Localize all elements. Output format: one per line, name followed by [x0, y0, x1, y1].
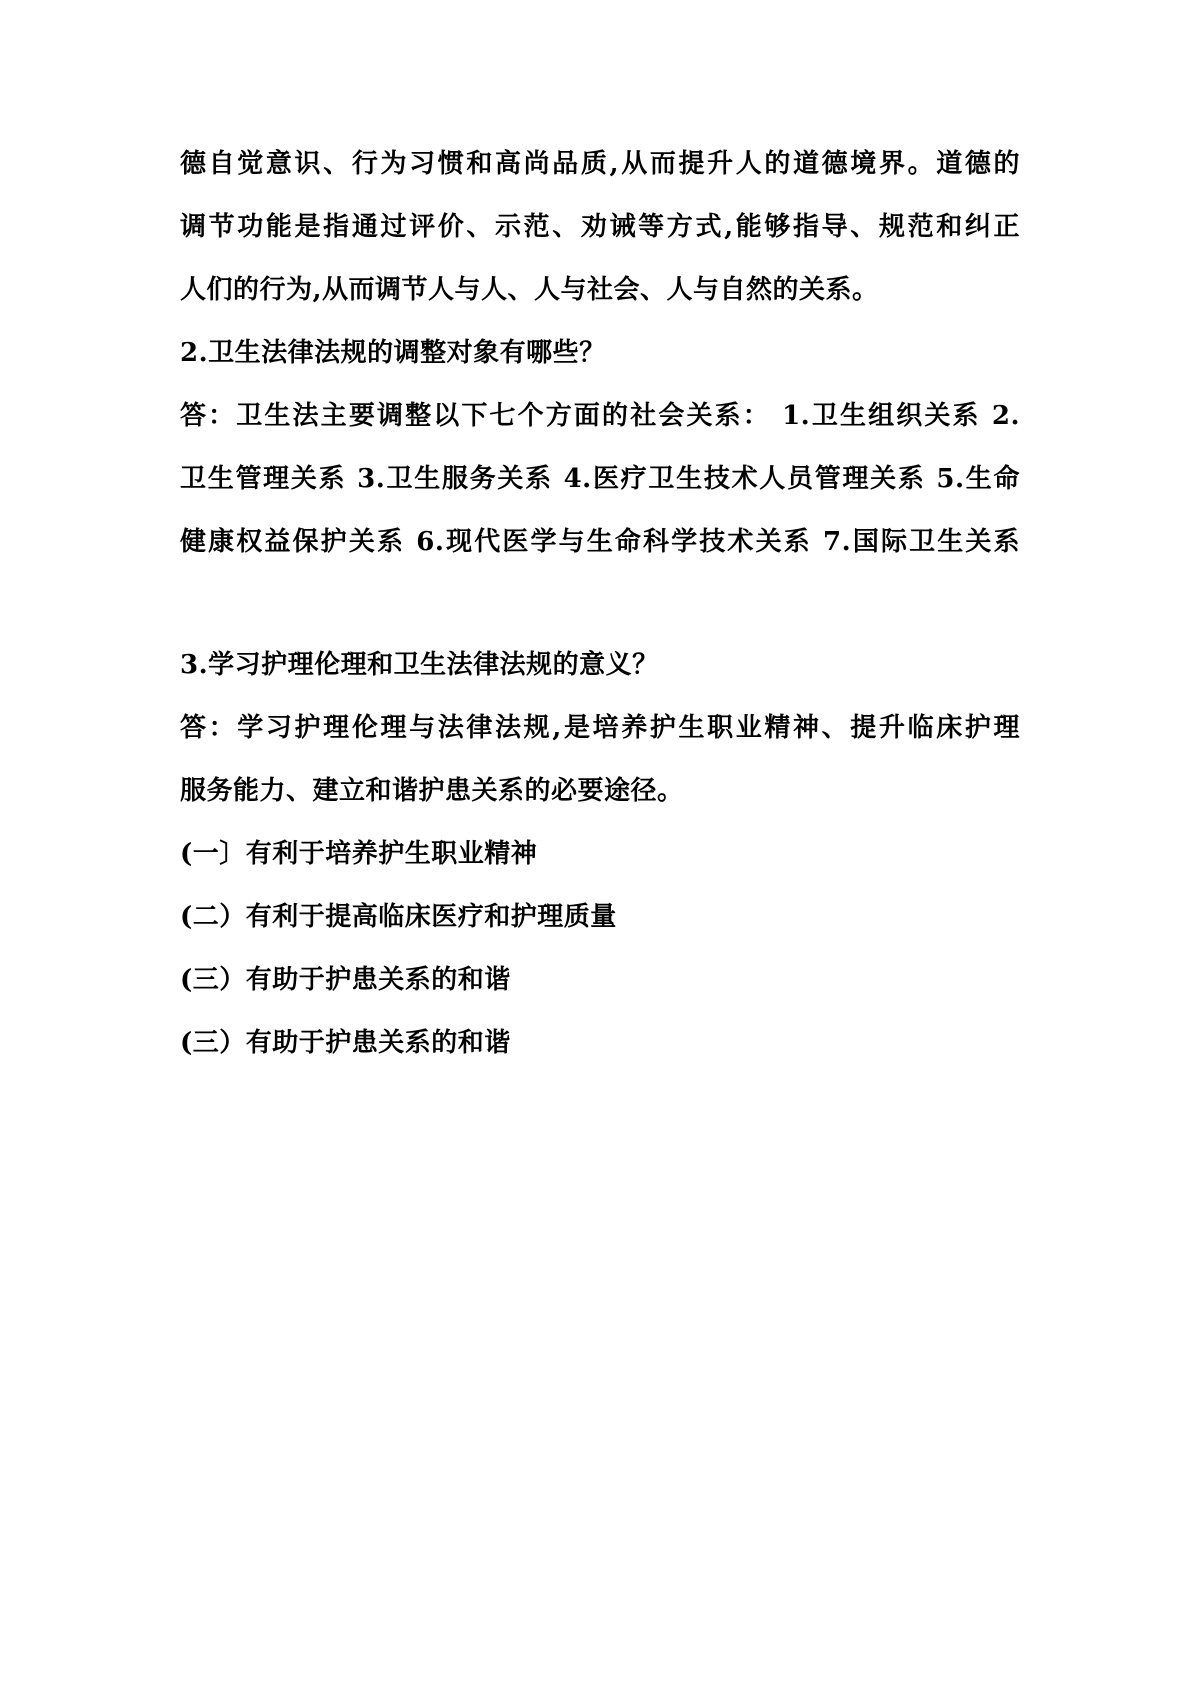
body-text-line: 人们的行为,从而调节人与人、人与社会、人与自然的关系。	[180, 275, 879, 305]
list-item: (三）有助于护患关系的和谐	[180, 1028, 511, 1058]
answer-text-line: 卫生管理关系 3.卫生服务关系 4.医疗卫生技术人员管理关系 5.生命	[180, 464, 1020, 494]
question-heading: 2.卫生法律法规的调整对象有哪些？	[180, 338, 606, 368]
list-item: (一〕有利于培养护生职业精神	[180, 839, 538, 869]
list-item: (二）有利于提高临床医疗和护理质量	[180, 902, 617, 932]
answer-text-line: 服务能力、建立和谐护患关系的必要途径。	[180, 776, 684, 806]
body-text-line: 调节功能是指通过评价、示范、劝诫等方式,能够指导、规范和纠正	[180, 212, 1020, 242]
list-item: (三）有助于护患关系的和谐	[180, 965, 511, 995]
answer-text-line: 答：卫生法主要调整以下七个方面的社会关系： 1.卫生组织关系 2.	[180, 401, 1020, 431]
answer-text-line: 答：学习护理伦理与法律法规,是培养护生职业精神、提升临床护理	[180, 713, 1020, 743]
question-heading: 3.学习护理伦理和卫生法律法规的意义？	[180, 650, 659, 680]
answer-text-line: 健康权益保护关系 6.现代医学与生命科学技术关系 7.国际卫生关系	[180, 527, 1020, 557]
body-text-line: 德自觉意识、行为习惯和高尚品质,从而提升人的道德境界。道德的	[180, 149, 1020, 179]
